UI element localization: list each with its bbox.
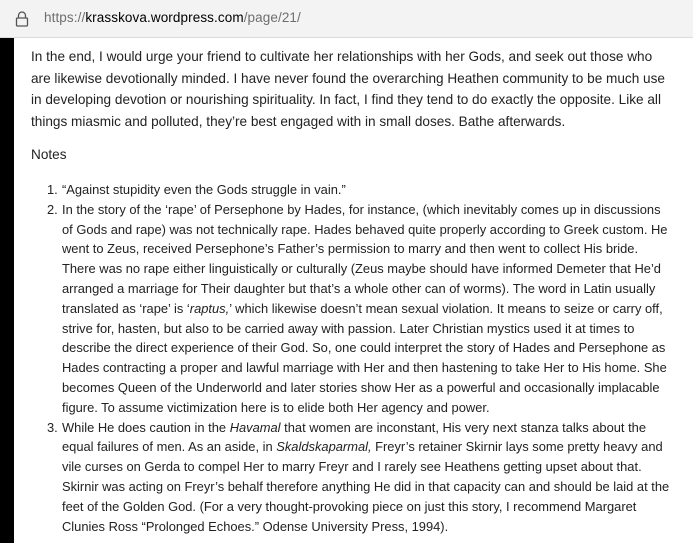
note-italic-title: Havamal	[229, 419, 281, 435]
notes-list	[31, 180, 671, 536]
url-path: /page/21/	[243, 10, 301, 25]
note-item-2	[31, 200, 671, 418]
note-italic-title: Skaldskaparmal,	[276, 439, 372, 455]
left-edge-bar	[0, 38, 14, 543]
note-text: In the story of the ‘rape’ of Persephone by Hades, for instance, (which inevitably comes up in discussions of Gods and rape) was not technically rape. Hades behaved quite properly according to Greek custom. He went to Zeus, received Persephone’s Father’s permission to marry and then went to collect His bride. There was no rape either linguistically or culturally (Zeus maybe should have informed Demeter that He’d arranged a marriage for Their daughter but that’s a whole other can of worms). The word in Latin usually translated as ‘rape’ is ‘	[62, 201, 668, 316]
note-number: 2.	[47, 201, 58, 217]
note-text: “Against stupidity even the Gods struggle in vain.”	[62, 182, 346, 197]
address-bar[interactable]	[0, 0, 693, 38]
lock-icon	[15, 11, 29, 27]
note-item-3	[31, 418, 671, 537]
note-text: that women are inconstant, His very next stanza talks about the equal failures of men. As an aside, in	[62, 419, 646, 455]
note-text: Freyr’s retainer Skirnir lays some pretty heavy and vile curses on Gerda to compel Her to marry Freyr and I rarely see Heathens getting upset about that. Skirnir was acting on Freyr’s behalf therefore anything He did in that capacity can and should be laid at the feet of the Golden God. (For a very thought-provoking piece on just this story, I recommend Margaret Clunies Ross “Prolonged Echoes.” Odense University Press, 1994).	[62, 439, 670, 534]
note-text: ’ which likewise doesn’t mean sexual violation. It means to seize or carry off, strive for, hasten, but also to be carried away with passion. Later Christian mystics used it at times to describe the direct experience of their God. So, one could interpret the story of Hades and Persephone as Hades contracting a proper and lawful marriage with Her and then hastening to take Her to His home. She becomes Queen of the Underworld and later stories show Her as a powerful and occasionally implacable figure. To assume victimization here is to elide both Her agency and power.	[62, 300, 667, 415]
note-item-1	[31, 180, 671, 200]
note-italic-term: raptus,	[189, 300, 230, 316]
article-paragraph: In the end, I would urge your friend to cultivate her relationships with her Gods, and seek out those who are likewise devotionally minded. I have never found the overarching Heathen community to be much use in developing devotion or nourishing spirituality. In fact, I find they tend to do exactly the opposite. Like all things miasmic and polluted, they’re best engaged with in small doses. Bathe afterwards.	[31, 49, 665, 129]
note-text: While He does caution in the	[62, 419, 230, 435]
notes-heading: Notes	[31, 147, 67, 162]
note-number: 1.	[47, 182, 58, 197]
url-text[interactable]	[44, 10, 301, 25]
url-prefix: https://	[44, 10, 86, 25]
note-number: 3.	[47, 419, 58, 435]
url-host: krasskova.wordpress.com	[85, 10, 244, 25]
